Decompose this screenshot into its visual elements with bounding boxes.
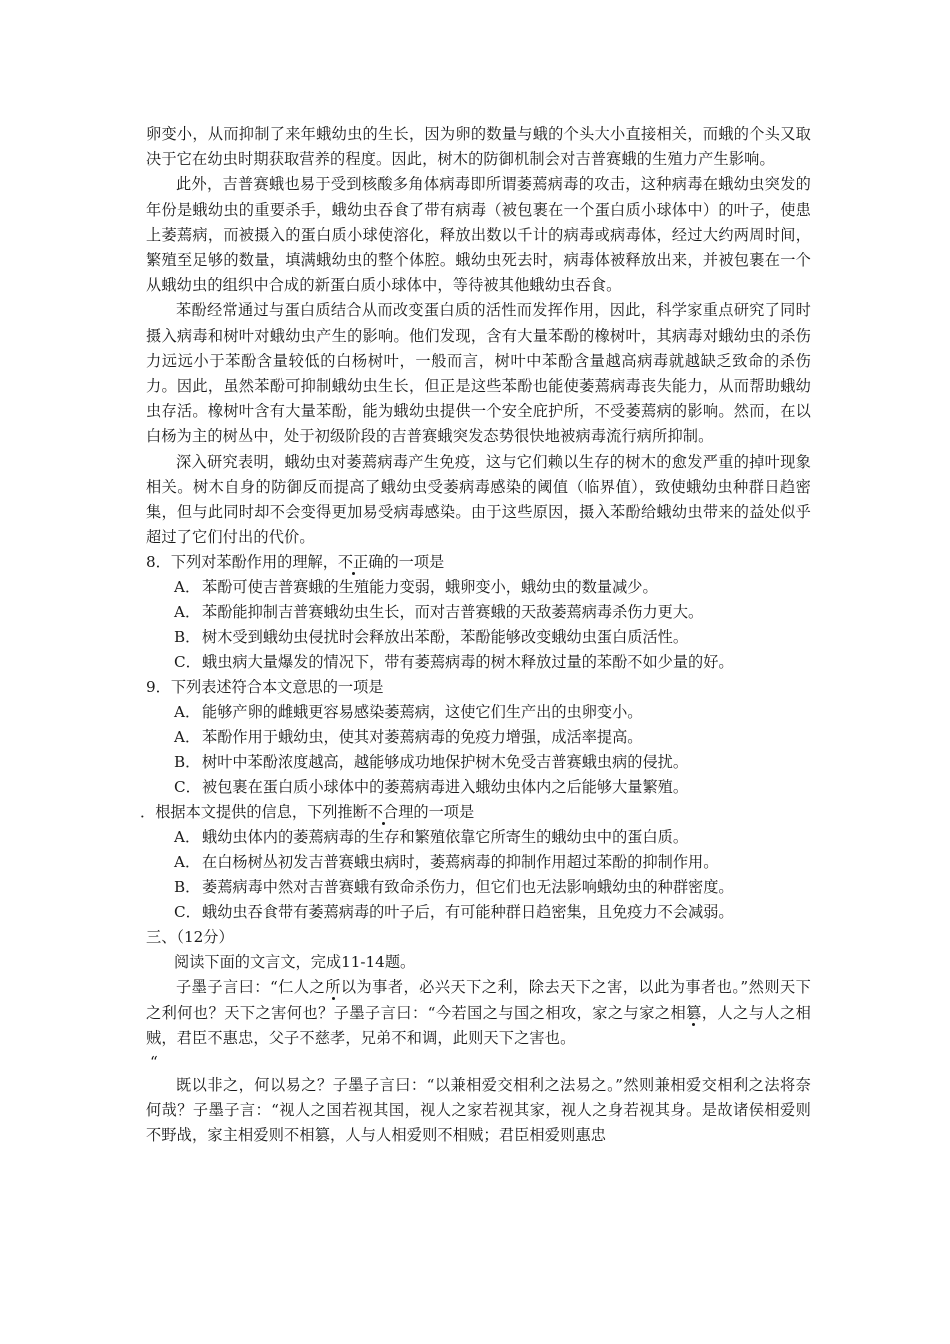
question-option: A． 蛾幼虫体内的萎蔫病毒的生存和繁殖依靠它所寄生的蛾幼虫中的蛋白质。 bbox=[174, 828, 688, 847]
question-10-options bbox=[146, 825, 811, 925]
section-heading: 三、（12分） bbox=[146, 928, 234, 947]
passage-paragraph-1: 卵变小，从而抑制了来年蛾幼虫的生长，因为卵的数量与蛾的个头大小直接相关，而蛾的个头又取决于它在幼虫时期获取营养的程度。因此，树木的防御机制会对吉普赛蛾的生殖力产生影响。 bbox=[146, 125, 811, 169]
emphasis-dotted-text: 不合 bbox=[367, 803, 399, 822]
exam-page bbox=[140, 122, 812, 1149]
passage-paragraph-4: 深入研究表明，蛾幼虫对萎蔫病毒产生免疫，这与它们赖以生存的树木的愈发严重的掉叶现象相关。树木自身的防御反而提高了蛾幼虫受萎病毒感染的阈值（临界值），致使蛾幼虫种群日趋密集，但与此同时却不会变得更加易受病毒感染。由于这些原因，摄入苯酚给蛾幼虫带来的益处似乎超过了它们付出的代价。 bbox=[146, 452, 811, 547]
question-option: A． 苯酚作用于蛾幼虫，使其对萎蔫病毒的免疫力增强，成活率提高。 bbox=[174, 728, 643, 747]
question-option: C．被包裹在蛋白质小球体中的萎蔫病毒进入蛾幼虫体内之后能够大量繁殖。 bbox=[174, 778, 688, 797]
question-option: B． 萎蔫病毒中然对吉普赛蛾有致命杀伤力，但它们也无法影响蛾幼虫的种群密度。 bbox=[174, 878, 734, 897]
stray-quote-mark: “ bbox=[150, 1053, 158, 1072]
emphasis-dotted-text: 所 bbox=[325, 978, 341, 997]
emphasis-dotted-text: 不正 bbox=[337, 553, 369, 572]
classical-paragraph-2: 既以非之，何以易之？子墨子言曰：“以兼相爱交相利之法易之。”然则兼相爱交相利之法将奈何哉？子墨子言：“视人之国若视其国，视人之家若视其家，视人之身若视其身。是故诸侯相爱则不野战，家主相爱则不相篡，人与人相爱则不相贼；君臣相爱则惠忠 bbox=[146, 1076, 811, 1145]
section-instruction: 阅读下面的文言文，完成11-14题。 bbox=[174, 953, 416, 972]
passage-paragraph-3: 苯酚经常通过与蛋白质结合从而改变蛋白质的活性而发挥作用，因此，科学家重点研究了同时摄入病毒和树叶对蛾幼虫产生的影响。他们发现，含有大量苯酚的橡树叶，其病毒对蛾幼虫的杀伤力远远小于苯酚含量较低的白杨树叶，一般而言，树叶中苯酚含量越高病毒就越缺乏致命的杀伤力。因此，虽然苯酚可抑制蛾幼虫生长，但正是这些苯酚也能使萎蔫病毒丧失能力，从而帮助蛾幼虫存活。橡树叶含有大量苯酚，能为蛾幼虫提供一个安全庇护所，不受萎蔫病的影响。然而，在以白杨为主的树丛中，处于初级阶段的吉普赛蛾突发态势很快地被病毒流行病所抑制。 bbox=[146, 301, 811, 446]
question-option: A． 在白杨树丛初发吉普赛蛾虫病时，萎蔫病毒的抑制作用超过苯酚的抑制作用。 bbox=[174, 853, 719, 872]
question-option: A． 苯酚可使吉普赛蛾的生殖能力变弱，蛾卵变小，蛾幼虫的数量减少。 bbox=[174, 578, 658, 597]
question-option: C．蛾幼虫吞食带有萎蔫病毒的叶子后，有可能种群日趋密集，且免疫力不会减弱。 bbox=[174, 903, 734, 922]
question-option: A． 苯酚能抑制吉普赛蛾幼虫生长，而对吉普赛蛾的天敌萎蔫病毒杀伤力更大。 bbox=[174, 603, 704, 622]
question-option: A． 能够产卵的雌蛾更容易感染萎蔫病，这使它们生产出的虫卵变小。 bbox=[174, 703, 643, 722]
passage-paragraph-2: 此外，吉普赛蛾也易于受到核酸多角体病毒即所谓萎蔫病毒的攻击，这种病毒在蛾幼虫突发的年份是蛾幼虫的重要杀手，蛾幼虫吞食了带有病毒（被包裹在一个蛋白质小球体中）的叶子，使患上萎蔫病，而被摄入的蛋白质小球使溶化，释放出数以千计的病毒或病毒体，经过大约两周时间，繁殖至足够的数量，填满蛾幼虫的整个体腔。蛾幼虫死去时，病毒体被释放出来，并被包裹在一个从蛾幼虫的组织中合成的新蛋白质小球体中，等待被其他蛾幼虫吞食。 bbox=[146, 175, 811, 295]
question-option: B． 树木受到蛾幼虫侵扰时会释放出苯酚，苯酚能够改变蛾幼虫蛋白质活性。 bbox=[174, 628, 688, 647]
question-stem: 9．下列表述符合本文意思的一项是 bbox=[146, 678, 384, 697]
question-8 bbox=[146, 550, 811, 675]
question-stem: 8．下列对苯酚作用的理解，不正确的一项是 bbox=[146, 553, 445, 572]
question-option: B． 树叶中苯酚浓度越高，越能够成功地保护树木免受吉普赛蛾虫病的侵扰。 bbox=[174, 753, 688, 772]
question-stem: ．根据本文提供的信息，下列推断不合理的一项是 bbox=[140, 803, 475, 822]
classical-paragraph-1: 子墨子言曰：“仁人之所以为事者，必兴天下之利，除去天下之害，以此为事者也。”然则天下之利何也？天下之害何也？子墨子言曰：“今若国之与国之相攻，家之与家之相篡，人之与人之相贼，君臣不惠忠，父子不慈孝，兄弟不和调，此则天下之害也。 bbox=[146, 978, 812, 1047]
emphasis-dotted-text: 篡 bbox=[686, 1003, 702, 1022]
question-9 bbox=[146, 675, 811, 800]
question-option: C．蛾虫病大量爆发的情况下，带有萎蔫病毒的树木释放过量的苯酚不如少量的好。 bbox=[174, 653, 734, 672]
question-10 bbox=[140, 800, 811, 825]
